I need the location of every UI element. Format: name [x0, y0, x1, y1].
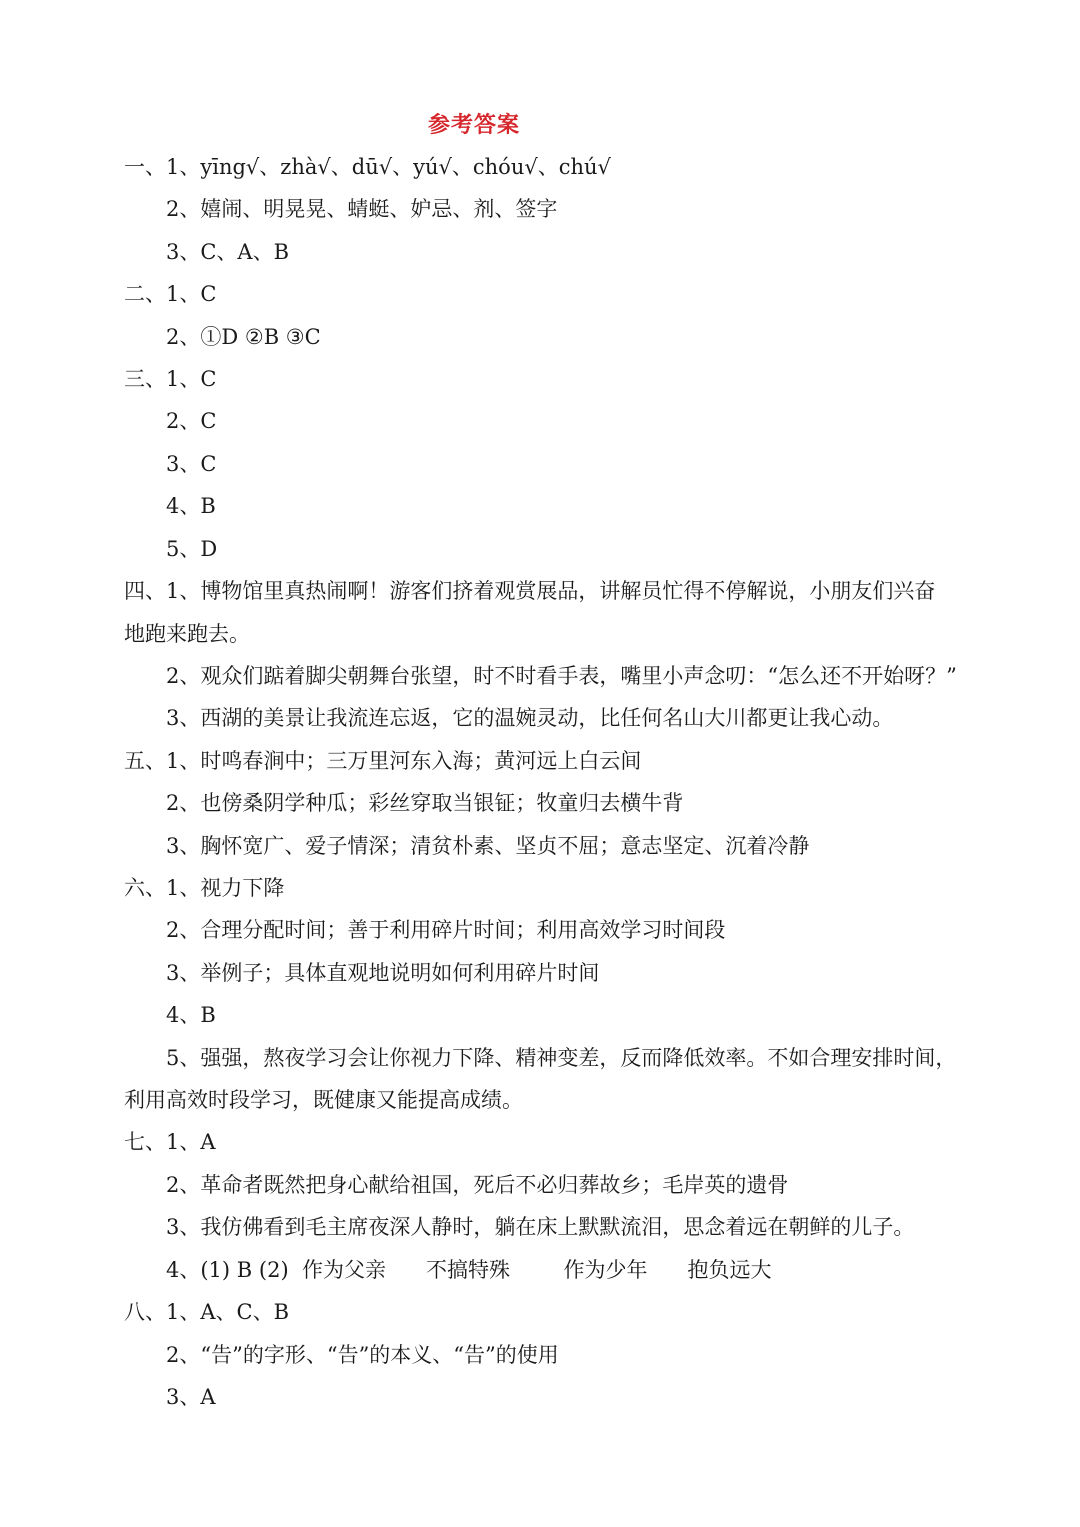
answer-line: 2、观众们踮着脚尖朝舞台张望，时不时看手表，嘴里小声念叨：“怎么还不开始呀？”	[166, 664, 957, 688]
answer-line: 4、B	[166, 1003, 216, 1027]
answer-line: 5、强强，熬夜学习会让你视力下降、精神变差，反而降低效率。不如合理安排时间，	[166, 1046, 957, 1070]
answer-line: 5、D	[166, 537, 218, 561]
answer-line: 二、1、C	[124, 282, 217, 306]
answer-line: 利用高效时段学习，既健康又能提高成绩。	[124, 1088, 523, 1112]
answer-line: 3、C	[166, 452, 217, 476]
page-title: 参考答案	[427, 112, 520, 138]
answer-line: 一、1、yīng√、zhà√、dū√、yú√、chóu√、chú√	[124, 155, 611, 179]
answer-line: 2、①D ②B ③C	[166, 325, 321, 349]
answer-line: 3、C、A、B	[166, 240, 290, 264]
answer-line: 3、A	[166, 1385, 216, 1409]
answer-line: 四、1、博物馆里真热闹啊！游客们挤着观赏展品，讲解员忙得不停解说，小朋友们兴奋	[124, 579, 936, 603]
answer-line: 五、1、时鸣春涧中；三万里河东入海；黄河远上白云间	[124, 749, 642, 773]
answer-line: 2、C	[166, 409, 217, 433]
answer-line: 三、1、C	[124, 367, 217, 391]
answer-line: 2、革命者既然把身心献给祖国，死后不必归葬故乡；毛岸英的遗骨	[166, 1173, 789, 1197]
answer-line: 4、B	[166, 494, 216, 518]
answer-line: 2、合理分配时间；善于利用碎片时间；利用高效学习时间段	[166, 918, 726, 942]
answer-line: 六、1、视力下降	[124, 876, 285, 900]
answer-line: 3、举例子；具体直观地说明如何利用碎片时间	[166, 961, 600, 985]
answer-line: 八、1、A、C、B	[124, 1300, 290, 1324]
answer-line: 地跑来跑去。	[124, 622, 250, 646]
answer-line: 2、嬉闹、明晃晃、蜻蜓、妒忌、剂、签字	[166, 197, 558, 221]
answer-line: 2、“告”的字形、“告”的本义、“告”的使用	[166, 1343, 559, 1367]
answer-line: 4、(1) B (2) 作为父亲 不搞特殊 作为少年 抱负远大	[166, 1258, 772, 1282]
answer-line: 3、西湖的美景让我流连忘返，它的温婉灵动，比任何名山大川都更让我心动。	[166, 706, 894, 730]
answer-line: 七、1、A	[124, 1130, 216, 1154]
answer-line: 3、胸怀宽广、爱子情深；清贫朴素、坚贞不屈；意志坚定、沉着冷静	[166, 834, 810, 858]
answer-line: 2、也傍桑阴学种瓜；彩丝穿取当银钲；牧童归去横牛背	[166, 791, 684, 815]
answer-line: 3、我仿佛看到毛主席夜深人静时，躺在床上默默流泪，思念着远在朝鲜的儿子。	[166, 1215, 915, 1239]
